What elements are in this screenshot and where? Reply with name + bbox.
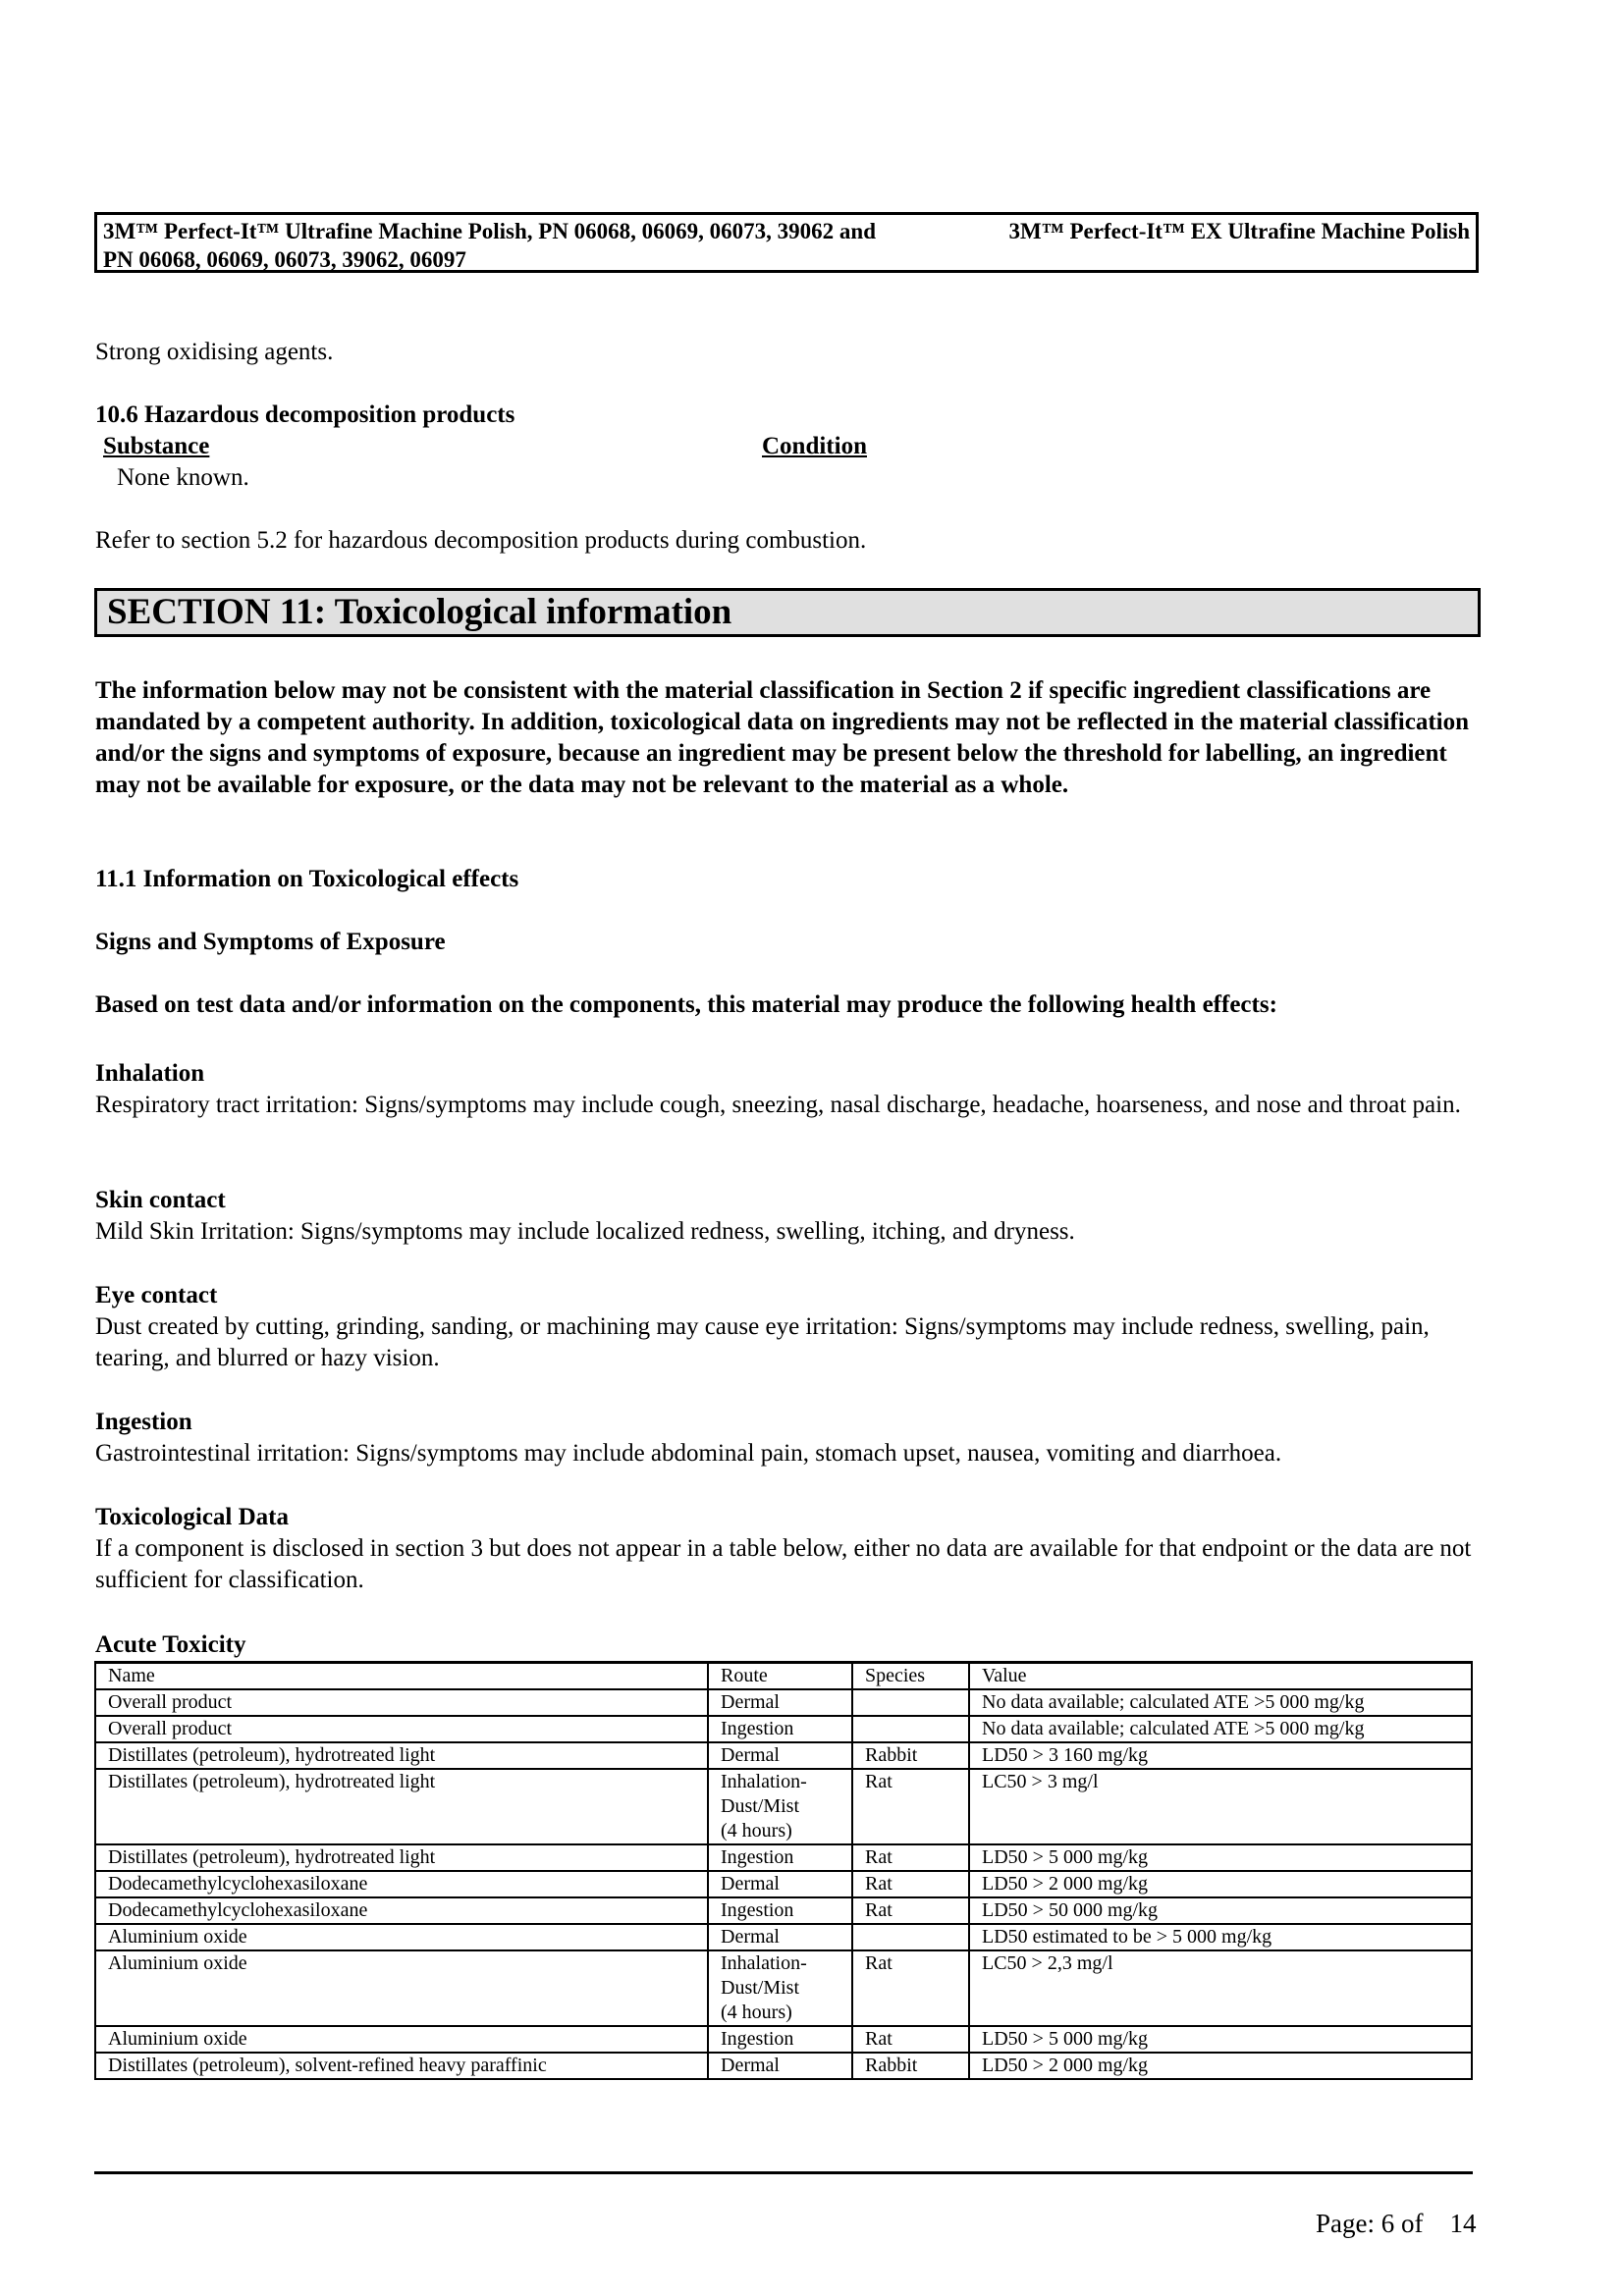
table-cell-value: LD50 > 2 000 mg/kg	[969, 1871, 1472, 1897]
table-row	[95, 2026, 1472, 2053]
table-cell-name: Dodecamethylcyclohexasiloxane	[95, 1871, 708, 1897]
header-product-left: 3M™ Perfect-It™ Ultrafine Machine Polish, PN 06068, 06069, 06073, 39062 and	[103, 219, 877, 243]
table-cell-species: Rat	[852, 1897, 969, 1924]
table-row	[95, 1742, 1472, 1769]
document-header	[94, 212, 1479, 273]
table-cell-value: LD50 estimated to be > 5 000 mg/kg	[969, 1924, 1472, 1950]
header-product-right: 3M™ Perfect-It™ EX Ultrafine Machine Polish	[1008, 219, 1470, 243]
inhalation-text: Respiratory tract irritation: Signs/symptoms may include cough, sneezing, nasal discharge, headache, hoarseness, and nose and throat pain.	[95, 1092, 1461, 1118]
table-cell-name: Aluminium oxide	[95, 1924, 708, 1950]
header-product-numbers: PN 06068, 06069, 06073, 39062, 06097	[103, 247, 466, 272]
table-row	[95, 2053, 1472, 2079]
incompatible-materials-text: Strong oxidising agents.	[95, 339, 334, 365]
table-row	[95, 1924, 1472, 1950]
table-cell-route: Inhalation- Dust/Mist (4 hours)	[708, 1769, 852, 1844]
table-cell-name: Aluminium oxide	[95, 1950, 708, 2026]
signs-symptoms-title: Signs and Symptoms of Exposure	[95, 929, 446, 955]
table-cell-species: Rat	[852, 1950, 969, 2026]
table-cell-species	[852, 1716, 969, 1742]
table-cell-value: LD50 > 5 000 mg/kg	[969, 2026, 1472, 2053]
table-row	[95, 1769, 1472, 1844]
table-row	[95, 1897, 1472, 1924]
table-cell-route: Ingestion	[708, 1716, 852, 1742]
table-cell-route: Inhalation- Dust/Mist (4 hours)	[708, 1950, 852, 2026]
acute-toxicity-title: Acute Toxicity	[95, 1631, 246, 1658]
inhalation-title: Inhalation	[95, 1060, 205, 1087]
table-cell-species	[852, 1924, 969, 1950]
eye-contact-text: Dust created by cutting, grinding, sanding, or machining may cause eye irritation: Signs/symptoms may include redness, swelling, pain, tearing, and blurred or hazy vision.	[95, 1313, 1430, 1371]
toxicological-data-title: Toxicological Data	[95, 1504, 289, 1530]
table-cell-value: LD50 > 5 000 mg/kg	[969, 1844, 1472, 1871]
section-11-heading: SECTION 11: Toxicological information	[94, 588, 1481, 637]
table-row	[95, 1871, 1472, 1897]
section-11-1-title: 11.1 Information on Toxicological effects	[95, 866, 519, 892]
table-cell-species: Rat	[852, 1769, 969, 1844]
table-row	[95, 1689, 1472, 1716]
table-cell-route: Ingestion	[708, 2026, 852, 2053]
table-cell-value: No data available; calculated ATE >5 000 mg/kg	[969, 1689, 1472, 1716]
table-cell-name: Overall product	[95, 1716, 708, 1742]
table-cell-name: Aluminium oxide	[95, 2026, 708, 2053]
table-cell-name: Distillates (petroleum), hydrotreated light	[95, 1742, 708, 1769]
page-number-label: Page: 6 of	[1316, 2209, 1424, 2238]
skin-contact-title: Skin contact	[95, 1187, 226, 1213]
condition-column-label: Condition	[762, 433, 867, 459]
health-effects-intro: Based on test data and/or information on the components, this material may produce the following health effects:	[95, 991, 1277, 1018]
table-cell-name: Distillates (petroleum), solvent-refined heavy paraffinic	[95, 2053, 708, 2079]
page-number	[1316, 2209, 1476, 2239]
ingestion-text: Gastrointestinal irritation: Signs/symptoms may include abdominal pain, stomach upset, nausea, vomiting and diarrhoea.	[95, 1440, 1282, 1467]
table-header-route: Route	[708, 1663, 852, 1690]
table-cell-value: LC50 > 3 mg/l	[969, 1769, 1472, 1844]
table-cell-species: Rat	[852, 1844, 969, 1871]
table-cell-species: Rabbit	[852, 1742, 969, 1769]
substance-value: None known.	[117, 464, 249, 491]
table-cell-value: LC50 > 2,3 mg/l	[969, 1950, 1472, 2026]
table-row	[95, 1844, 1472, 1871]
table-cell-name: Distillates (petroleum), hydrotreated light	[95, 1769, 708, 1844]
table-cell-value: LD50 > 3 160 mg/kg	[969, 1742, 1472, 1769]
footer-rule	[94, 2171, 1473, 2174]
table-cell-species: Rat	[852, 2026, 969, 2053]
table-cell-name: Distillates (petroleum), hydrotreated light	[95, 1844, 708, 1871]
table-cell-value: LD50 > 50 000 mg/kg	[969, 1897, 1472, 1924]
table-cell-route: Ingestion	[708, 1844, 852, 1871]
substance-column-label: Substance	[103, 433, 210, 459]
table-cell-route: Dermal	[708, 1689, 852, 1716]
table-header-row	[95, 1663, 1472, 1690]
table-header-name: Name	[95, 1663, 708, 1690]
table-cell-route: Dermal	[708, 2053, 852, 2079]
ingestion-title: Ingestion	[95, 1409, 192, 1435]
eye-contact-title: Eye contact	[95, 1282, 218, 1308]
table-cell-route: Ingestion	[708, 1897, 852, 1924]
table-cell-value: No data available; calculated ATE >5 000 mg/kg	[969, 1716, 1472, 1742]
header-line-1	[103, 217, 1470, 245]
toxicological-data-text: If a component is disclosed in section 3 but does not appear in a table below, either no data are available for that endpoint or the data are not sufficient for classification.	[95, 1535, 1472, 1593]
table-cell-species	[852, 1689, 969, 1716]
table-header-species: Species	[852, 1663, 969, 1690]
section-11-intro: The information below may not be consistent with the material classification in Section 2 if specific ingredient classifications are mandated by a competent authority. In addition, toxicological data on ingredients may not be reflected in the material classification and/or the signs and symptoms of exposure, because an ingredient may be present below the threshold for labelling, an ingredient may not be available for exposure, or the data may not be relevant to the material as a whole.	[95, 677, 1470, 798]
section-10-6-title: 10.6 Hazardous decomposition products	[95, 401, 515, 428]
table-cell-name: Dodecamethylcyclohexasiloxane	[95, 1897, 708, 1924]
table-cell-route: Dermal	[708, 1871, 852, 1897]
table-cell-species: Rat	[852, 1871, 969, 1897]
table-row	[95, 1716, 1472, 1742]
table-cell-species: Rabbit	[852, 2053, 969, 2079]
table-cell-route: Dermal	[708, 1924, 852, 1950]
page-total: 14	[1449, 2209, 1477, 2238]
table-row	[95, 1950, 1472, 2026]
refer-section-note: Refer to section 5.2 for hazardous decomposition products during combustion.	[95, 527, 867, 554]
acute-toxicity-table	[94, 1661, 1473, 2080]
table-header-value: Value	[969, 1663, 1472, 1690]
table-cell-name: Overall product	[95, 1689, 708, 1716]
table-cell-value: LD50 > 2 000 mg/kg	[969, 2053, 1472, 2079]
skin-contact-text: Mild Skin Irritation: Signs/symptoms may include localized redness, swelling, itching, and dryness.	[95, 1218, 1075, 1245]
table-cell-route: Dermal	[708, 1742, 852, 1769]
